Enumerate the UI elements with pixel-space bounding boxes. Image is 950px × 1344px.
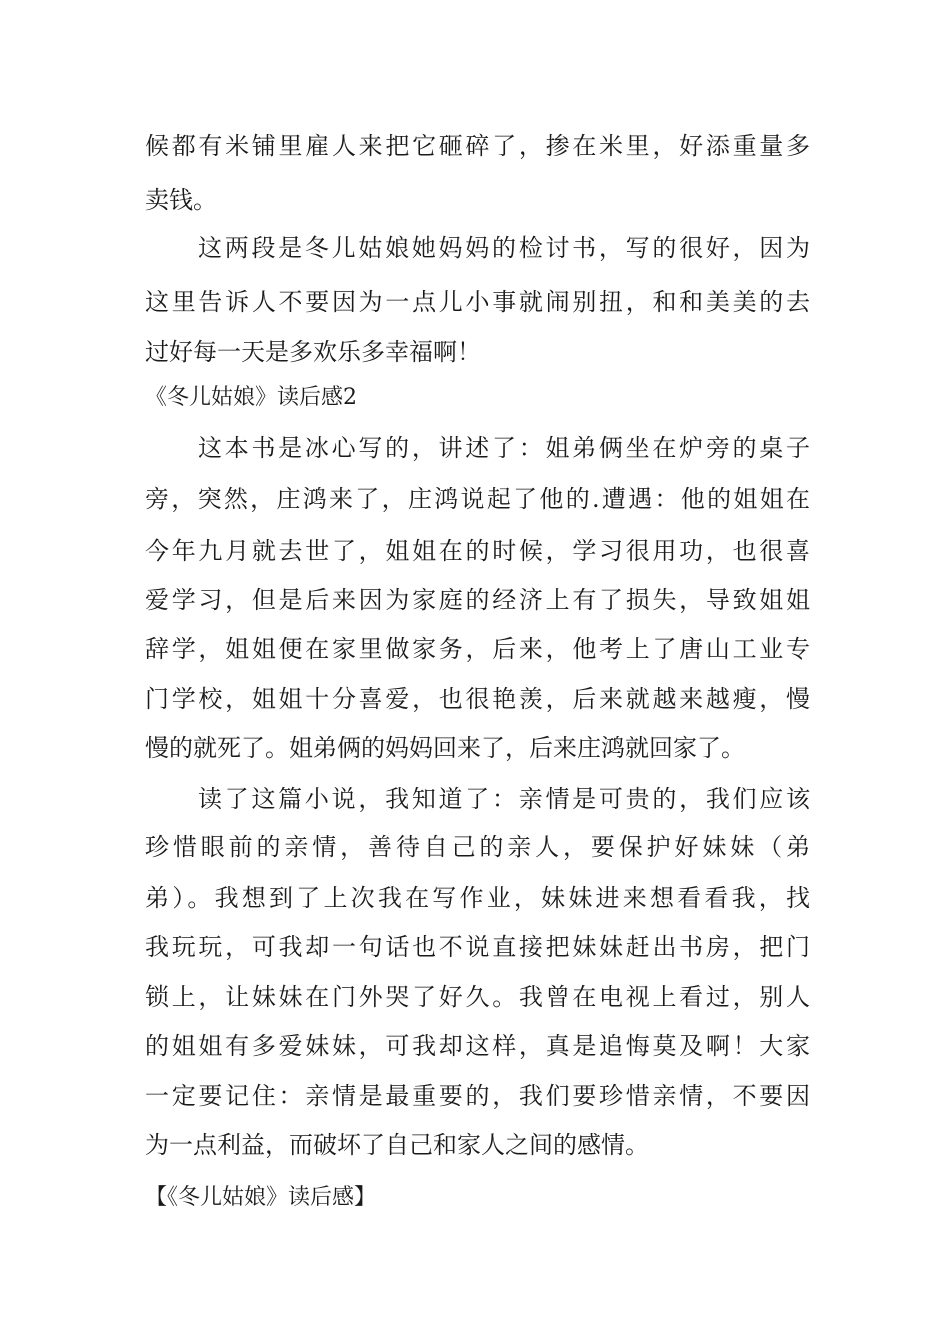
paragraph-line: 辞学，姐姐便在家里做家务，后来，他考上了唐山工业专 (145, 635, 810, 663)
paragraph-line: 读了这篇小说，我知道了：亲情是可贵的，我们应该 (198, 785, 810, 813)
paragraph-line: 一定要记住：亲情是最重要的，我们要珍惜亲情，不要因 (145, 1082, 810, 1110)
section-heading: 《冬儿姑娘》读后感2 (145, 385, 357, 410)
paragraph-line: 候都有米铺里雇人来把它砸碎了，掺在米里，好添重量多 (145, 132, 810, 160)
paragraph-line: 这本书是冰心写的，讲述了：姐弟俩坐在炉旁的桌子 (198, 434, 810, 462)
paragraph-line: 珍惜眼前的亲情，善待自己的亲人，要保护好妹妹（弟 (145, 833, 810, 861)
paragraph-line: 爱学习，但是后来因为家庭的经济上有了损失，导致姐姐 (145, 586, 810, 614)
paragraph-line: 这两段是冬儿姑娘她妈妈的检讨书，写的很好，因为 (198, 234, 810, 262)
paragraph-line: 的姐姐有多爱妹妹，可我却这样，真是追悔莫及啊！大家 (145, 1032, 810, 1060)
paragraph-line: 弟）。我想到了上次我在写作业，妹妹进来想看看我，找 (145, 884, 810, 912)
paragraph-line: 锁上，让妹妹在门外哭了好久。我曾在电视上看过，别人 (145, 983, 810, 1011)
paragraph-line: 门学校，姐姐十分喜爱，也很艳羡，后来就越来越瘦，慢 (145, 685, 810, 713)
paragraph-line: 卖钱。 (145, 186, 217, 214)
paragraph-line: 这里告诉人不要因为一点儿小事就闹别扭，和和美美的去 (145, 288, 810, 316)
paragraph-line: 我玩玩，可我却一句话也不说直接把妹妹赶出书房，把门 (145, 933, 810, 961)
paragraph-line: 今年九月就去世了，姐姐在的时候，学习很用功，也很喜 (145, 537, 810, 565)
paragraph-line: 过好每一天是多欢乐多幸福啊！ (145, 338, 481, 366)
paragraph-line: 为一点利益，而破坏了自己和家人之间的感情。 (145, 1131, 649, 1159)
footer-heading: 【《冬儿姑娘》读后感】 (145, 1185, 377, 1210)
paragraph-line: 慢的就死了。姐弟俩的妈妈回来了，后来庄鸿就回家了。 (145, 734, 745, 762)
paragraph-line: 旁，突然，庄鸿来了，庄鸿说起了他的.遭遇：他的姐姐在 (145, 485, 810, 513)
